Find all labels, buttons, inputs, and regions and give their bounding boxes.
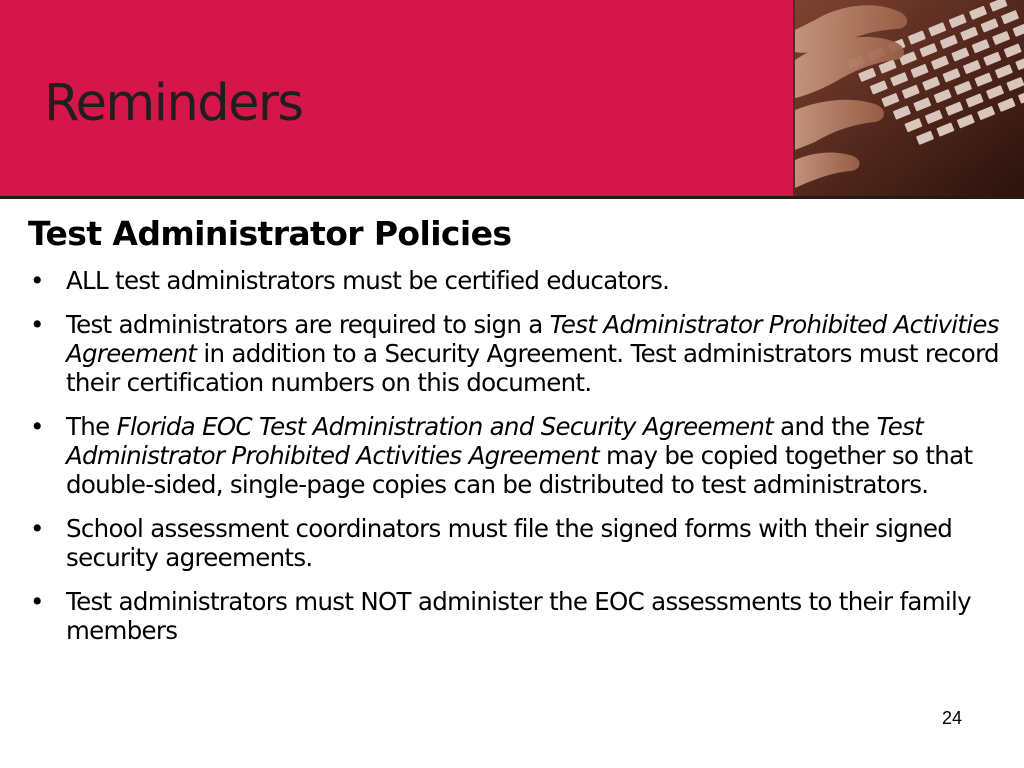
bullet-dot-icon: • [30, 513, 44, 543]
bullet-text: Test administrators must NOT administer the EOC assessments to their family members [66, 586, 971, 645]
bullet-text: in addition to a Security Agreement. Test administrators must record their certification numbers on this document. [66, 338, 999, 397]
bullet-item [28, 412, 1008, 499]
bullet-text: may be copied together so that double-sided, single-page copies can be distributed to test administrators. [66, 440, 973, 499]
bullet-italic-title: Florida EOC Test Administration and Security Agreement [116, 411, 774, 441]
header-rule [0, 196, 1024, 199]
bullet-dot-icon: • [30, 411, 44, 441]
bullet-dot-icon: • [30, 309, 44, 339]
bullet-item [28, 514, 1008, 572]
bullet-dot-icon: • [30, 586, 44, 616]
bullet-text: School assessment coordinators must file the signed forms with their signed security agreements. [66, 513, 953, 572]
slide-title: Reminders [44, 74, 303, 133]
bullet-text: The [66, 411, 117, 441]
keyboard-photo-graphic [795, 0, 1024, 196]
bullet-dot-icon: • [30, 265, 44, 295]
bullet-text: Test administrators are required to sign a [66, 309, 550, 339]
section-heading: Test Administrator Policies [28, 214, 512, 253]
bullet-list [28, 266, 1008, 645]
page-number: 24 [941, 708, 962, 728]
bullet-text: and the [773, 411, 877, 441]
bullet-item [28, 266, 1008, 295]
bullet-italic-title: Test Administrator Prohibited Activities Agreement [66, 411, 924, 470]
bullet-italic-title: Test Administrator Prohibited Activities Agreement [66, 309, 999, 368]
content-area [28, 214, 1008, 660]
keyboard-typing-photo [793, 0, 1024, 196]
bullet-item [28, 310, 1008, 397]
bullet-text: ALL test administrators must be certified educators. [66, 265, 670, 295]
bullet-item [28, 587, 1008, 645]
